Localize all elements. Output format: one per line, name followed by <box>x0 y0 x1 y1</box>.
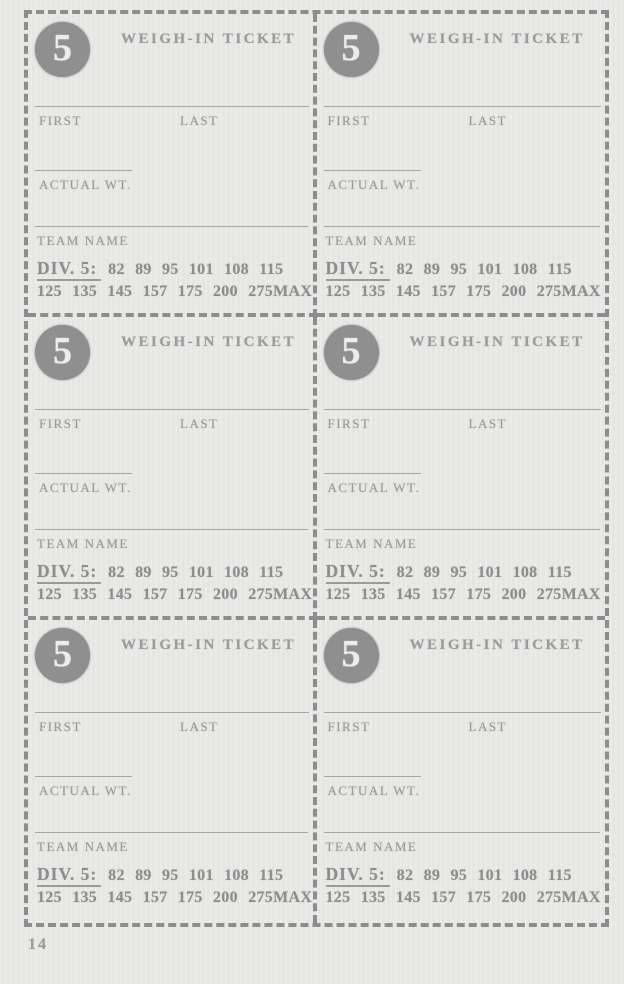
team-name-label: TEAM NAME <box>325 536 418 551</box>
division-weights <box>326 560 605 606</box>
division-badge-number: 5 <box>53 26 72 69</box>
actual-weight-write-line <box>324 473 421 474</box>
division-weights <box>326 863 605 909</box>
division-badge-number: 5 <box>341 632 361 675</box>
division-badge-number: 5 <box>53 632 72 675</box>
weigh-in-ticket <box>317 317 606 620</box>
actual-weight-label: ACTUAL WT. <box>39 480 132 495</box>
division-weights <box>37 863 312 909</box>
division-5-badge-icon <box>324 628 379 683</box>
actual-weight-label: ACTUAL WT. <box>327 177 421 192</box>
name-write-line <box>35 106 309 107</box>
team-name-label: TEAM NAME <box>325 839 418 854</box>
division-badge-number: 5 <box>341 26 361 69</box>
weights-line-1: 82 89 95 101 108 115 <box>108 261 284 278</box>
team-name-write-line <box>324 226 601 227</box>
weights-line-1: 82 89 95 101 108 115 <box>396 564 572 581</box>
name-write-line <box>324 409 602 410</box>
ticket-sheet <box>24 10 609 927</box>
actual-weight-write-line <box>324 170 421 171</box>
division-weights <box>37 257 312 303</box>
division-weights <box>37 560 312 606</box>
weights-line-2: 125 135 145 157 175 200 275MAX <box>37 283 313 300</box>
last-name-label: LAST <box>468 416 507 431</box>
division-5-badge-icon <box>324 325 379 380</box>
team-name-write-line <box>35 832 308 833</box>
last-name-label: LAST <box>180 719 219 734</box>
team-name-write-line <box>35 529 308 530</box>
last-name-label: LAST <box>468 113 507 128</box>
weights-line-1: 82 89 95 101 108 115 <box>396 261 572 278</box>
division-label: DIV. 5: <box>37 258 101 281</box>
team-name-label: TEAM NAME <box>325 233 418 248</box>
division-5-badge-icon <box>35 22 90 77</box>
team-name-label: TEAM NAME <box>37 839 129 854</box>
last-name-label: LAST <box>180 416 219 431</box>
weights-line-2: 125 135 145 157 175 200 275MAX <box>325 586 601 603</box>
first-name-label: FIRST <box>327 719 371 734</box>
weights-line-2: 125 135 145 157 175 200 275MAX <box>37 889 313 906</box>
ticket-title: WEIGH-IN TICKET <box>409 637 585 653</box>
name-write-line <box>35 712 309 713</box>
weights-line-1: 82 89 95 101 108 115 <box>108 564 284 581</box>
first-name-label: FIRST <box>39 719 82 734</box>
weights-line-1: 82 89 95 101 108 115 <box>396 867 572 884</box>
division-5-badge-icon <box>35 325 90 380</box>
division-label: DIV. 5: <box>37 561 101 584</box>
team-name-write-line <box>35 226 308 227</box>
weigh-in-ticket <box>317 620 606 923</box>
team-name-label: TEAM NAME <box>37 233 129 248</box>
division-5-badge-icon <box>35 628 90 683</box>
division-5-badge-icon <box>324 22 379 77</box>
team-name-write-line <box>324 832 601 833</box>
division-label: DIV. 5: <box>37 864 101 887</box>
actual-weight-label: ACTUAL WT. <box>327 783 421 798</box>
ticket-title: WEIGH-IN TICKET <box>121 334 297 350</box>
first-name-label: FIRST <box>327 113 371 128</box>
actual-weight-label: ACTUAL WT. <box>327 480 421 495</box>
weigh-in-ticket <box>28 14 317 317</box>
weights-line-2: 125 135 145 157 175 200 275MAX <box>325 889 601 906</box>
division-label: DIV. 5: <box>326 258 390 281</box>
name-write-line <box>324 712 602 713</box>
division-weights <box>326 257 605 303</box>
ticket-title: WEIGH-IN TICKET <box>121 637 297 653</box>
weights-line-2: 125 135 145 157 175 200 275MAX <box>325 283 601 300</box>
weights-line-2: 125 135 145 157 175 200 275MAX <box>37 586 313 603</box>
weigh-in-ticket <box>317 14 606 317</box>
team-name-label: TEAM NAME <box>37 536 129 551</box>
last-name-label: LAST <box>180 113 219 128</box>
division-badge-number: 5 <box>53 329 72 372</box>
ticket-title: WEIGH-IN TICKET <box>409 334 585 350</box>
ticket-title: WEIGH-IN TICKET <box>121 31 297 47</box>
first-name-label: FIRST <box>327 416 371 431</box>
last-name-label: LAST <box>468 719 507 734</box>
actual-weight-label: ACTUAL WT. <box>39 783 132 798</box>
team-name-write-line <box>324 529 601 530</box>
division-badge-number: 5 <box>341 329 361 372</box>
page-number: 14 <box>28 936 48 953</box>
weigh-in-ticket <box>28 620 317 923</box>
actual-weight-label: ACTUAL WT. <box>39 177 132 192</box>
ticket-title: WEIGH-IN TICKET <box>409 31 585 47</box>
actual-weight-write-line <box>35 473 132 474</box>
first-name-label: FIRST <box>39 416 82 431</box>
division-label: DIV. 5: <box>326 561 390 584</box>
first-name-label: FIRST <box>39 113 82 128</box>
name-write-line <box>324 106 602 107</box>
actual-weight-write-line <box>35 170 132 171</box>
weigh-in-ticket <box>28 317 317 620</box>
division-label: DIV. 5: <box>326 864 390 887</box>
name-write-line <box>35 409 309 410</box>
actual-weight-write-line <box>324 776 421 777</box>
actual-weight-write-line <box>35 776 132 777</box>
weights-line-1: 82 89 95 101 108 115 <box>108 867 284 884</box>
